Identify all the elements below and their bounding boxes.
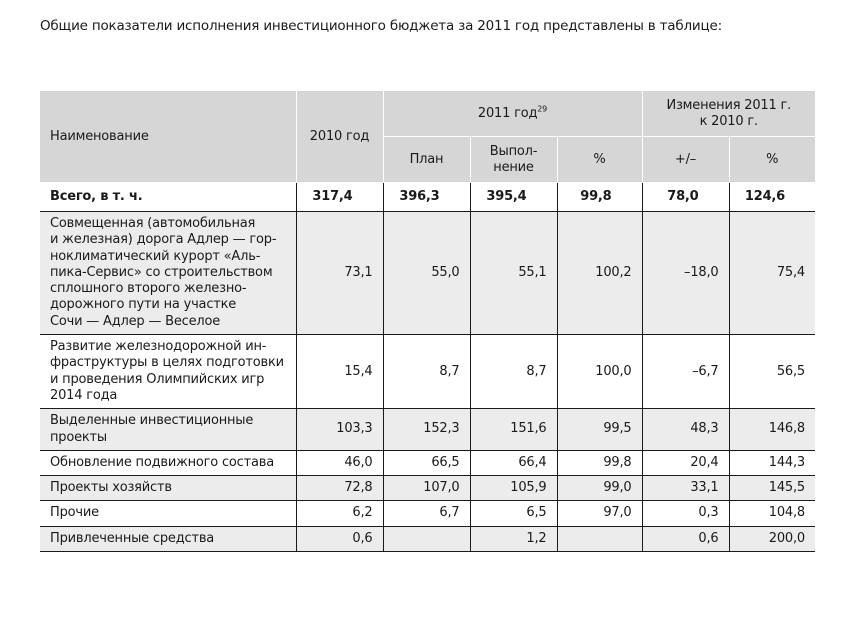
header-changes-line2: к 2010 г. (699, 113, 758, 129)
footnote-ref: 29 (537, 104, 548, 114)
cell-vyp: 105,9 (470, 476, 557, 501)
cell-pct: 99,5 (557, 409, 642, 451)
row-name-line: и железная) дорога Адлер — гор- (50, 232, 277, 248)
cell-plan: 55,0 (383, 212, 470, 335)
intro-text: Общие показатели исполнения инвестиционного бюджета за 2011 год представлены в таблице: (40, 18, 722, 34)
row-name-line: ноклиматический курорт «Аль- (50, 248, 261, 264)
row-name-line: Развитие железнодорожной ин- (50, 339, 267, 355)
table-row (40, 212, 815, 335)
header-2010: 2010 год (296, 91, 383, 183)
row-name-line: Сочи — Адлер — Веселое (50, 313, 221, 329)
row-name (40, 212, 296, 335)
row-name-line: сплошного второго железно- (50, 281, 247, 297)
table-row (40, 450, 815, 475)
cell-plan: 66,5 (383, 450, 470, 475)
row-name-line: Обновление подвижного состава (50, 454, 274, 470)
cell-vyp: 66,4 (470, 450, 557, 475)
cell-pct: 99,8 (557, 183, 642, 212)
cell-pct: 100,0 (557, 335, 642, 409)
cell-pct: 99,0 (557, 476, 642, 501)
header-percent-change: % (729, 137, 815, 183)
cell-diff: 20,4 (642, 450, 729, 475)
cell-plan: 6,7 (383, 501, 470, 526)
cell-diff: –6,7 (642, 335, 729, 409)
cell-diff: 78,0 (642, 183, 729, 212)
header-row-top (40, 91, 815, 137)
header-execution-line1: Выпол- (489, 143, 538, 159)
table-row (40, 501, 815, 526)
row-name-line: пика-Сервис» со строительством (50, 264, 273, 280)
table-row (40, 183, 815, 212)
header-percent: % (557, 137, 642, 183)
header-changes-line1: Изменения 2011 г. (666, 97, 792, 113)
row-name-line: дорожного пути на участке (50, 297, 237, 313)
cell-pct2: 146,8 (729, 409, 815, 451)
row-name (40, 335, 296, 409)
header-changes (642, 91, 815, 137)
cell-plan (383, 526, 470, 551)
header-execution (470, 137, 557, 183)
cell-y2010: 6,2 (296, 501, 383, 526)
cell-y2010: 15,4 (296, 335, 383, 409)
cell-pct2: 144,3 (729, 450, 815, 475)
cell-pct2: 145,5 (729, 476, 815, 501)
row-name-line: 2014 года (50, 387, 118, 403)
cell-y2010: 0,6 (296, 526, 383, 551)
cell-vyp: 8,7 (470, 335, 557, 409)
cell-pct2: 104,8 (729, 501, 815, 526)
row-name (40, 526, 296, 551)
row-name-line: Совмещенная (автомобильная (50, 216, 256, 231)
cell-pct (557, 526, 642, 551)
row-name (40, 183, 296, 212)
cell-y2010: 317,4 (296, 183, 383, 212)
cell-y2010: 103,3 (296, 409, 383, 451)
cell-pct2: 124,6 (729, 183, 815, 212)
row-name-line: и проведения Олимпийских игр (50, 371, 265, 387)
row-name-line: Выделенные инвестиционные (50, 413, 254, 429)
cell-diff: 0,6 (642, 526, 729, 551)
table-row (40, 526, 815, 551)
row-name-line: Проекты хозяйств (50, 480, 172, 496)
header-2011 (383, 91, 642, 137)
cell-pct: 99,8 (557, 450, 642, 475)
cell-diff: –18,0 (642, 212, 729, 335)
header-execution-line2: нение (493, 159, 534, 175)
row-name-line: фраструктуры в целях подготовки (50, 355, 284, 371)
row-name (40, 476, 296, 501)
cell-y2010: 46,0 (296, 450, 383, 475)
cell-vyp: 151,6 (470, 409, 557, 451)
cell-diff: 0,3 (642, 501, 729, 526)
cell-vyp: 55,1 (470, 212, 557, 335)
cell-pct: 97,0 (557, 501, 642, 526)
row-name (40, 409, 296, 451)
row-name-line: Привлеченные средства (50, 530, 215, 546)
row-name (40, 501, 296, 526)
investment-budget-table (40, 91, 815, 552)
cell-pct2: 75,4 (729, 212, 815, 335)
cell-vyp: 6,5 (470, 501, 557, 526)
header-plan: План (383, 137, 470, 183)
cell-pct2: 56,5 (729, 335, 815, 409)
header-2011-label: 2011 год (477, 105, 538, 121)
cell-pct: 100,2 (557, 212, 642, 335)
cell-plan: 107,0 (383, 476, 470, 501)
row-name-line: Прочие (50, 505, 99, 521)
cell-y2010: 72,8 (296, 476, 383, 501)
cell-diff: 48,3 (642, 409, 729, 451)
table-row (40, 335, 815, 409)
header-diff: +/– (642, 137, 729, 183)
cell-pct2: 200,0 (729, 526, 815, 551)
table-row (40, 409, 815, 451)
header-name: Наименование (40, 91, 296, 183)
cell-y2010: 73,1 (296, 212, 383, 335)
row-name (40, 450, 296, 475)
cell-plan: 8,7 (383, 335, 470, 409)
table-body (40, 183, 815, 552)
cell-vyp: 1,2 (470, 526, 557, 551)
row-name-line: проекты (50, 429, 107, 445)
row-name-line: Всего, в т. ч. (50, 188, 143, 204)
cell-plan: 396,3 (383, 183, 470, 212)
cell-plan: 152,3 (383, 409, 470, 451)
cell-diff: 33,1 (642, 476, 729, 501)
cell-vyp: 395,4 (470, 183, 557, 212)
table-row (40, 476, 815, 501)
